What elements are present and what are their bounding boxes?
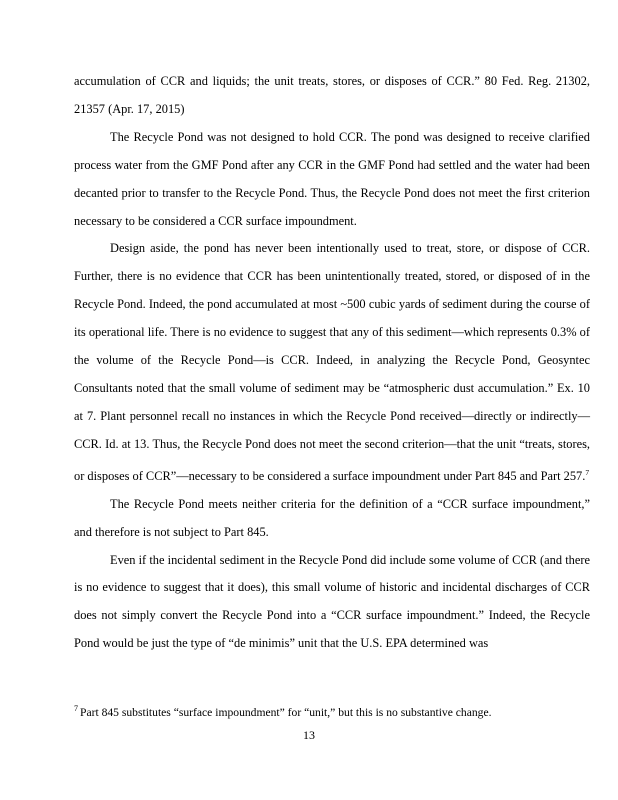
paragraph-3 [74,235,590,490]
paragraph-5-text: Even if the incidental sediment in the Recycle Pond did include some volume of CCR (and there is no evidence to suggest that it does), this small volume of historic and incidental discharges of CCR does not simply convert the Recycle Pond into a “CCR surface impoundment.” Indeed, the Recycle Pond would be just the type of “de minimis” unit that the U.S. EPA determined was [74,552,590,651]
page-number: 13 [303,728,315,742]
paragraph-1-text: accumulation of CCR and liquids; the unit treats, stores, or disposes of CCR.” 80 Fed. Reg. 21302, 21357 (Apr. 17, 2015) [74,74,590,116]
body-text [74,68,590,658]
paragraph-3-text: Design aside, the pond has never been intentionally used to treat, store, or dispose of CCR. Further, there is no evidence that CCR has been unintentionally treated, stored, or disposed of in the Recycle Pond. Indeed, the pond accumulated at most ~500 cubic yards of sediment during the course of its operational life. There is no evidence to suggest that any of this sediment—which represents 0.3% of the volume of the Recycle Pond—is CCR. Indeed, in analyzing the Recycle Pond, Geosyntec Consultants noted that the small volume of sediment may be “atmospheric dust accumulation.” Ex. 10 at 7. Plant personnel recall no instances in which the Recycle Pond received—directly or indirectly—CCR. Id. at 13. Thus, the Recycle Pond does not meet the second criterion—that the unit “treats, stores, or disposes of CCR”—necessary to be considered a surface impoundment under Part 845 and Part 257. [74,241,590,483]
paragraph-1 [74,68,590,124]
footnote-mark: 7 [74,704,78,713]
footnote-reference: 7 [585,467,590,477]
paragraph-4 [74,491,590,547]
footnote-text: Part 845 substitutes “surface impoundment” for “unit,” but this is no substantive change. [80,705,492,719]
paragraph-5 [74,547,590,659]
paragraph-2 [74,124,590,236]
paragraph-4-text: The Recycle Pond meets neither criteria for the definition of a “CCR surface impoundment,” and therefore is not subject to Part 845. [74,496,590,539]
paragraph-2-text: The Recycle Pond was not designed to hold CCR. The pond was designed to receive clarified process water from the GMF Pond after any CCR in the GMF Pond had settled and the water had been decanted prior to transfer to the Recycle Pond. Thus, the Recycle Pond does not meet the first criterion necessary to be considered a CCR surface impoundment. [74,129,590,228]
footnote [74,704,590,719]
